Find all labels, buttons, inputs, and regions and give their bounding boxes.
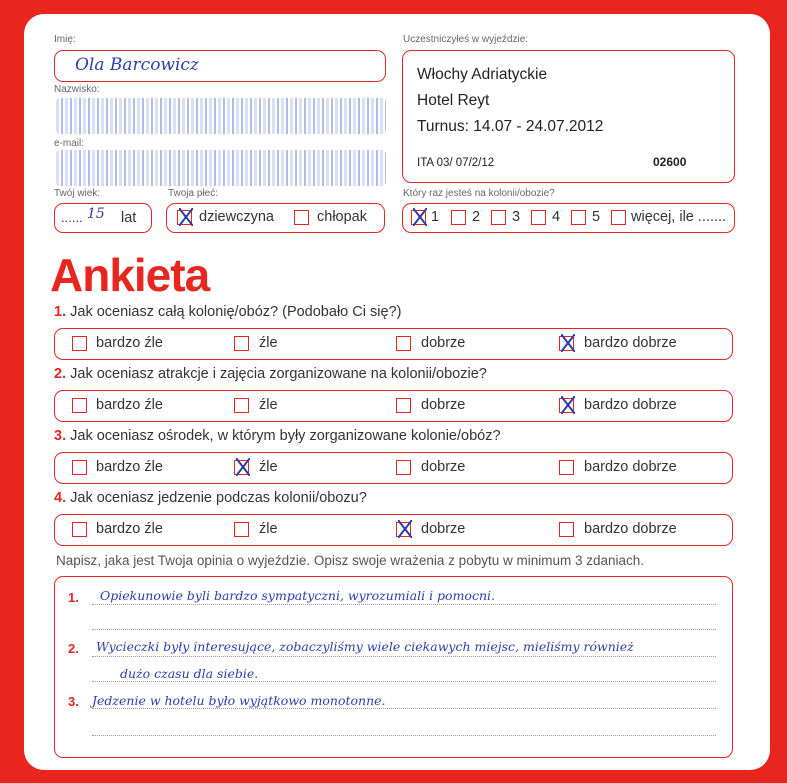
q2-dobrze-checkbox[interactable] <box>396 398 411 413</box>
times-label: Który raz jesteś na kolonii/obozie? <box>403 188 555 199</box>
age-dots: ...... <box>61 210 83 225</box>
gender-boy-label: chłopak <box>317 209 367 225</box>
q3-zle-checkbox[interactable] <box>234 460 249 475</box>
opinion-prompt: Napisz, jaka jest Twoja opinia o wyjeździe. Opisz swoje wrażenia z pobytu w minimum 3 zdaniach. <box>56 553 645 568</box>
writing-line <box>92 656 716 657</box>
option-label: dobrze <box>421 459 466 475</box>
option-label: dobrze <box>421 335 466 351</box>
gender-boy-checkbox[interactable] <box>294 210 309 225</box>
writing-line <box>92 708 716 709</box>
gender-girl-label: dziewczyna <box>199 209 274 225</box>
trip-box <box>402 50 735 183</box>
question-3: 3. Jak oceniasz ośrodek, w którym były zorganizowane kolonie/obóz? <box>54 428 501 444</box>
option-label: bardzo źle <box>96 521 163 537</box>
page-title: Ankieta <box>50 249 210 301</box>
surname-label: Nazwisko: <box>54 84 100 95</box>
age-label: Twój wiek: <box>54 188 101 199</box>
times-5-checkbox[interactable] <box>571 210 586 225</box>
question-1-options <box>54 328 733 360</box>
opinion-3-text: Jedzenie w hotelu było wyjątkowo monotonne. <box>92 693 386 708</box>
question-4: 4. Jak oceniasz jedzenie podczas kolonii/obozu? <box>54 490 367 506</box>
q4-bardzo-dobrze-checkbox[interactable] <box>559 522 574 537</box>
trip-turnus: Turnus: 14.07 - 24.07.2012 <box>417 118 604 135</box>
option-label: dobrze <box>421 521 466 537</box>
writing-line <box>92 629 716 630</box>
email-label: e-mail: <box>54 138 85 149</box>
q3-bardzo-dobrze-checkbox[interactable] <box>559 460 574 475</box>
opinion-3-num: 3. <box>68 694 79 709</box>
question-2: 2. Jak oceniasz atrakcje i zajęcia zorganizowane na kolonii/obozie? <box>54 366 487 382</box>
option-label: źle <box>259 397 278 413</box>
option-label: bardzo źle <box>96 335 163 351</box>
question-2-options <box>54 390 733 422</box>
name-field[interactable] <box>54 50 386 82</box>
option-label: źle <box>259 521 278 537</box>
q1-bardzo-dobrze-checkbox[interactable] <box>559 336 574 351</box>
age-unit: lat <box>121 210 137 226</box>
q3-bardzo-zle-checkbox[interactable] <box>72 460 87 475</box>
option-label: dobrze <box>421 397 466 413</box>
times-2-label: 2 <box>472 209 481 225</box>
q3-dobrze-checkbox[interactable] <box>396 460 411 475</box>
trip-code: ITA 03/ 07/2/12 <box>417 157 495 169</box>
option-label: bardzo źle <box>96 397 163 413</box>
times-more-label: więcej, ile ....... <box>631 209 727 225</box>
gender-girl-checkbox[interactable] <box>177 210 192 225</box>
trip-number: 02600 <box>653 155 687 169</box>
q4-zle-checkbox[interactable] <box>234 522 249 537</box>
writing-line <box>92 604 716 605</box>
q4-dobrze-checkbox[interactable] <box>396 522 411 537</box>
option-label: bardzo dobrze <box>584 459 677 475</box>
times-4-checkbox[interactable] <box>531 210 546 225</box>
times-3-checkbox[interactable] <box>491 210 506 225</box>
opinion-2-cont-text: dużo czasu dla siebie. <box>120 666 259 681</box>
opinion-2-text: Wycieczki były interesujące, zobaczyliśmy wiele ciekawych miejsc, mieliśmy również <box>96 639 634 654</box>
q2-bardzo-dobrze-checkbox[interactable] <box>559 398 574 413</box>
age-value: 15 <box>87 206 105 222</box>
question-4-options <box>54 514 733 546</box>
times-4-label: 4 <box>552 209 561 225</box>
trip-destination: Włochy Adriatyckie <box>417 66 548 83</box>
times-field <box>402 203 735 233</box>
option-label: źle <box>259 335 278 351</box>
opinion-1-num: 1. <box>68 590 79 605</box>
option-label: bardzo źle <box>96 459 163 475</box>
option-label: bardzo dobrze <box>584 335 677 351</box>
times-1-label: 1 <box>431 209 440 225</box>
q1-dobrze-checkbox[interactable] <box>396 336 411 351</box>
question-3-options <box>54 452 733 484</box>
surname-redacted <box>56 98 386 134</box>
gender-label: Twoja płeć: <box>168 188 219 199</box>
option-label: bardzo dobrze <box>584 521 677 537</box>
email-redacted <box>56 150 386 186</box>
option-label: źle <box>259 459 278 475</box>
q2-zle-checkbox[interactable] <box>234 398 249 413</box>
times-5-label: 5 <box>592 209 601 225</box>
opinion-2-num: 2. <box>68 641 79 656</box>
name-value: Ola Barcowicz <box>75 55 199 75</box>
writing-line <box>92 681 716 682</box>
q2-bardzo-zle-checkbox[interactable] <box>72 398 87 413</box>
gender-field <box>166 203 385 233</box>
q1-bardzo-zle-checkbox[interactable] <box>72 336 87 351</box>
name-label: Imię: <box>54 34 76 45</box>
times-3-label: 3 <box>512 209 521 225</box>
age-field[interactable] <box>54 203 152 233</box>
times-1-checkbox[interactable] <box>411 210 426 225</box>
times-more-checkbox[interactable] <box>611 210 626 225</box>
q4-bardzo-zle-checkbox[interactable] <box>72 522 87 537</box>
times-2-checkbox[interactable] <box>451 210 466 225</box>
trip-hotel: Hotel Reyt <box>417 92 490 109</box>
writing-line <box>92 735 716 736</box>
trip-label: Uczestniczyłeś w wyjeździe: <box>403 34 529 45</box>
opinion-1-text: Opiekunowie byli bardzo sympatyczni, wyrozumiali i pomocni. <box>100 588 495 603</box>
question-1: 1. Jak oceniasz całą kolonię/obóz? (Podobało Ci się?) <box>54 304 402 320</box>
option-label: bardzo dobrze <box>584 397 677 413</box>
q1-zle-checkbox[interactable] <box>234 336 249 351</box>
